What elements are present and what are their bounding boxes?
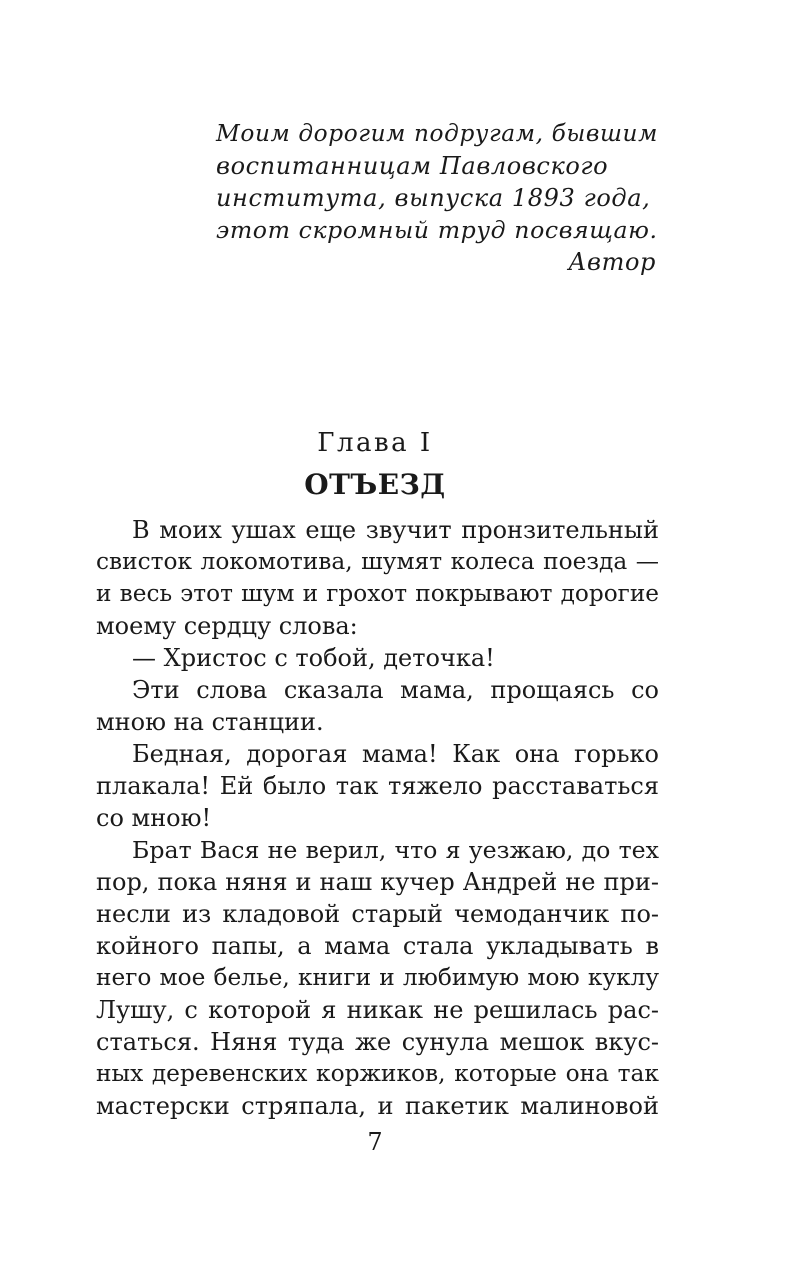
text-line: койного папы, а мама стала укладывать в bbox=[96, 932, 659, 960]
text-line: свисток локомотива, шумят колеса поезда — bbox=[96, 548, 659, 575]
page-number: 7 bbox=[367, 1128, 383, 1156]
epigraph-line: воспитанницам Павловского bbox=[216, 152, 609, 180]
text-line: и весь этот шум и грохот покрывают дорогие bbox=[96, 580, 659, 607]
text-line: Эти слова сказала мама, прощаясь со bbox=[132, 676, 659, 704]
text-line: — Христос с тобой, деточка! bbox=[132, 644, 495, 672]
epigraph-line: этот скромный труд посвящаю. bbox=[216, 216, 658, 244]
text-line: Брат Вася не верил, что я уезжаю, до тех bbox=[132, 836, 659, 864]
text-line: В моих ушах еще звучит пронзительный bbox=[132, 516, 659, 544]
text-line: плакала! Ей было так тяжело расставаться bbox=[96, 772, 659, 800]
text-line: мною на станции. bbox=[96, 708, 324, 736]
chapter-title: ОТЪЕЗД bbox=[304, 468, 446, 501]
text-line: со мною! bbox=[96, 804, 212, 832]
text-line: Бедная, дорогая мама! Как она горько bbox=[132, 740, 659, 768]
chapter-body bbox=[96, 514, 659, 1122]
epigraph-line: института, выпуска 1893 года, bbox=[216, 184, 651, 212]
text-line: моему сердцу слова: bbox=[96, 612, 358, 640]
text-line: Лушу, с которой я никак не решилась рас- bbox=[96, 996, 659, 1024]
text-line: него мое белье, книги и любимую мою куклу bbox=[96, 964, 659, 991]
epigraph-author: Автор bbox=[568, 248, 656, 276]
text-line: мастерски стряпала, и пакетик малиновой bbox=[96, 1092, 659, 1120]
epigraph bbox=[216, 118, 662, 278]
text-line: статься. Няня туда же сунула мешок вкус- bbox=[96, 1028, 659, 1056]
epigraph-line: Моим дорогим подругам, бывшим bbox=[216, 120, 658, 147]
text-line: пор, пока няня и наш кучер Андрей не при- bbox=[96, 868, 659, 896]
text-line: ных деревенских коржиков, которые она так bbox=[96, 1060, 659, 1087]
chapter-number: Глава I bbox=[317, 428, 433, 458]
text-line: несли из кладовой старый чемоданчик по- bbox=[96, 900, 659, 928]
